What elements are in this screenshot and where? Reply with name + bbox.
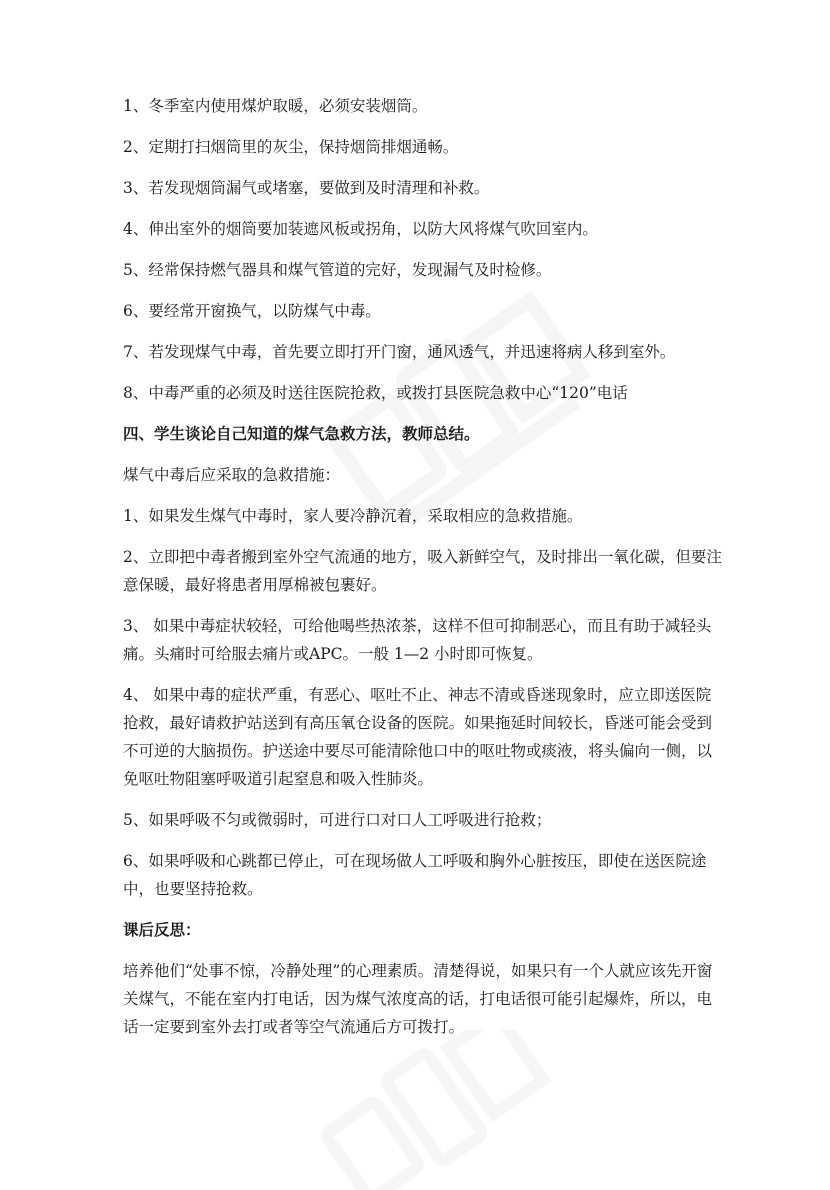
prevention-item: 4、伸出室外的烟筒要加装遮风板或拐角，以防大风将煤气吹回室内。 [123,220,598,238]
rescue-item: 5、如果呼吸不匀或微弱时，可进行口对口人工呼吸进行抢救； [123,811,552,829]
prevention-item: 7、若发现煤气中毒，首先要立即打开门窗，通风透气，并迅速将病人移到室外。 [123,343,676,361]
rescue-item: 1、如果发生煤气中毒时，家人要冷静沉着，采取相应的急救措施。 [123,507,583,525]
document-body [123,92,723,1041]
rescue-item: 4、 如果中毒的症状严重，有恶心、呕吐不止、神志不清或昏迷现象时，应立即送医院抢救，最好请救护站送到有高压氧仓设备的医院。如果拖延时间较长，昏迷可能会受到不可逆的大脑损伤。护送途中要尽可能清除他口中的呕吐物或痰液，将头偏向一侧，以免呕吐物阻塞呼吸道引起窒息和吸入性肺炎。 [123,686,713,788]
rescue-item: 6、如果呼吸和心跳都已停止，可在现场做人工呼吸和胸外心脏按压，即使在送医院途中，也要坚持抢救。 [123,852,707,898]
prevention-item: 1、冬季室内使用煤炉取暖，必须安装烟筒。 [123,97,428,115]
prevention-item: 6、要经常开窗换气，以防煤气中毒。 [123,302,381,320]
watermark-logo-icon [300,1030,560,1190]
rescue-item: 3、 如果中毒症状较轻，可给他喝些热浓茶，这样不但可抑制恶心，而且有助于减轻头痛。头痛时可给服去痛片或APC。一般 1—2 小时即可恢复。 [123,617,712,663]
rescue-intro: 煤气中毒后应采取的急救措施： [123,466,341,484]
reflection-text: 培养他们“处事不惊，冷静处理”的心理素质。清楚得说，如果只有一个人就应该先开窗关煤气，不能在室内打电话，因为煤气浓度高的话，打电话很可能引起爆炸，所以，电话一定要到室外去打或者等空气流通后方可拨打。 [123,962,713,1036]
rescue-item: 2、立即把中毒者搬到室外空气流通的地方，吸入新鲜空气，及时排出一氧化碳，但要注意保暖，最好将患者用厚棉被包裹好。 [123,548,722,594]
prevention-item: 5、经常保持燃气器具和煤气管道的完好，发现漏气及时检修。 [123,261,552,279]
prevention-item: 3、若发现烟筒漏气或堵塞，要做到及时清理和补救。 [123,179,490,197]
prevention-item: 8、中毒严重的必须及时送往医院抢救，或拨打县医院急救中心“120”电话 [123,384,628,402]
prevention-item: 2、定期打扫烟筒里的灰尘，保持烟筒排烟通畅。 [123,138,459,156]
section-heading: 四、学生谈论自己知道的煤气急救方法，教师总结。 [123,424,480,443]
reflection-heading: 课后反思： [123,920,201,939]
